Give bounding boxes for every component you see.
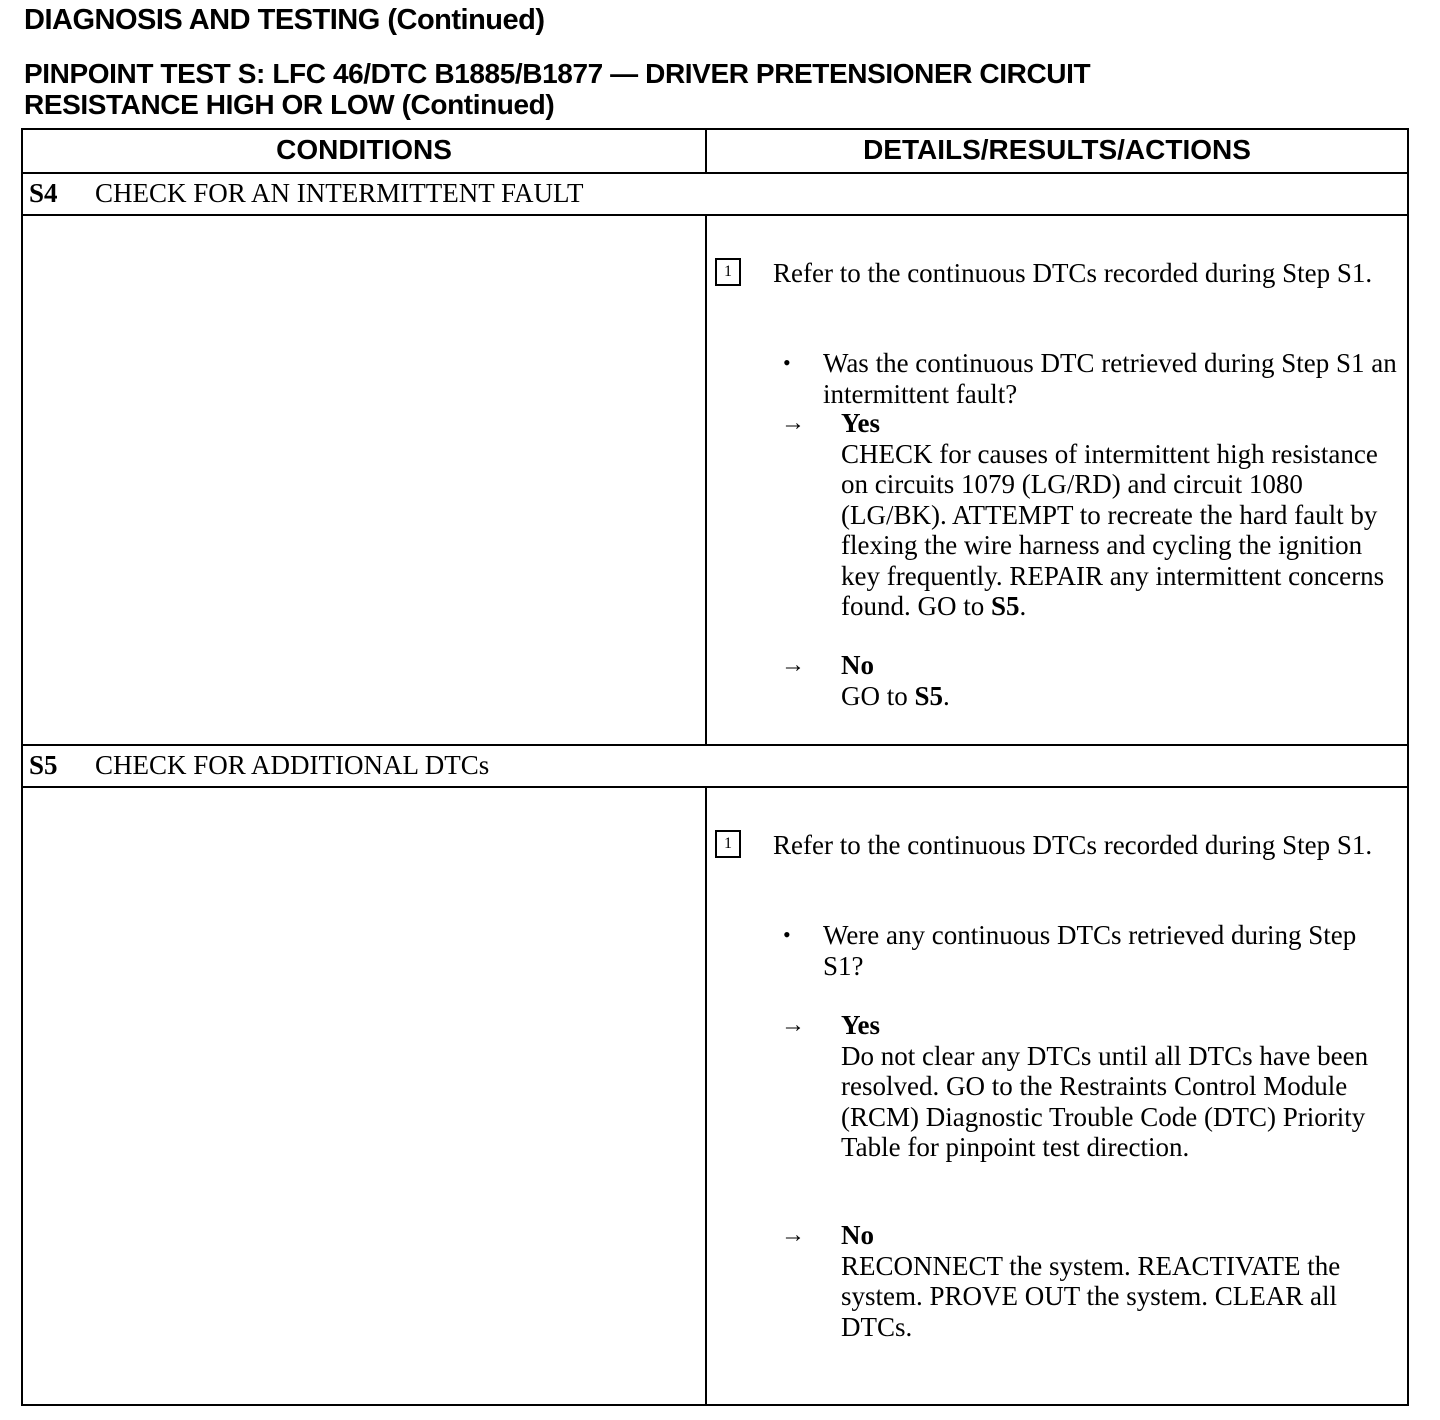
- bullet-icon: •: [783, 350, 791, 375]
- yes-label: Yes: [841, 1010, 880, 1040]
- column-divider: [705, 214, 707, 744]
- arrow-right-icon: →: [781, 652, 805, 678]
- step-s4-details: [715, 258, 1405, 738]
- no-action-end: .: [943, 680, 950, 711]
- pinpoint-test-title: [24, 58, 1090, 120]
- bullet-icon: •: [783, 922, 791, 947]
- step-code: S5: [29, 750, 58, 780]
- step-reference: S5: [991, 591, 1020, 621]
- step-title: CHECK FOR ADDITIONAL DTCs: [95, 750, 490, 780]
- yes-action-end: .: [1019, 591, 1027, 621]
- pinpoint-test-title-line1: PINPOINT TEST S: LFC 46/DTC B1885/B1877 — DRIVER PRETENSIONER CIRCUIT: [24, 58, 1091, 89]
- column-divider: [705, 786, 707, 1406]
- row-divider: [23, 214, 1407, 216]
- step-s5-details: [715, 830, 1405, 1390]
- step-code: S4: [29, 178, 58, 208]
- page-title: DIAGNOSIS AND TESTING (Continued): [24, 4, 545, 36]
- arrow-right-icon: →: [781, 1222, 805, 1248]
- pinpoint-test-table: [21, 128, 1409, 1406]
- no-action-text: RECONNECT the system. REACTIVATE the system. PROVE OUT the system. CLEAR all DTCs.: [841, 1250, 1341, 1342]
- pinpoint-test-title-line2: RESISTANCE HIGH OR LOW (Continued): [24, 89, 555, 120]
- yes-result: [841, 408, 1401, 622]
- header-divider: [23, 172, 1407, 174]
- yes-result: [841, 1010, 1401, 1163]
- question-text: Was the continuous DTC retrieved during Step S1 an intermittent fault?: [823, 348, 1397, 409]
- yes-label: Yes: [841, 408, 880, 438]
- yes-action-text: CHECK for causes of intermittent high resistance on circuits 1079 (LG/RD) and circuit 1080 (LG/BK). ATTEMPT to recreate the hard fault by flexing the wire harness and cycling the ignition key frequently. REPAIR any intermittent concerns found. GO to: [841, 438, 1385, 621]
- step-title: CHECK FOR AN INTERMITTENT FAULT: [95, 178, 584, 208]
- no-result: [841, 1220, 1401, 1342]
- yes-action-text: Do not clear any DTCs until all DTCs have been resolved. GO to the Restraints Control Module (RCM) Diagnostic Trouble Code (DTC) Priority Table for pinpoint test direction.: [841, 1040, 1369, 1162]
- column-divider: [705, 130, 707, 172]
- question-text: Were any continuous DTCs retrieved during Step S1?: [823, 920, 1357, 981]
- row-divider: [23, 786, 1407, 788]
- no-label: No: [841, 650, 874, 680]
- column-header-conditions: CONDITIONS: [276, 134, 452, 165]
- step-number-box: 1: [715, 830, 741, 858]
- arrow-right-icon: →: [781, 1012, 805, 1038]
- step-number-box: 1: [715, 258, 741, 286]
- no-action-text: GO to: [841, 680, 915, 711]
- instruction-text: Refer to the continuous DTCs recorded during Step S1.: [773, 830, 1373, 860]
- no-label: No: [841, 1220, 874, 1250]
- row-divider: [23, 744, 1407, 746]
- instruction-text: Refer to the continuous DTCs recorded during Step S1.: [773, 258, 1373, 288]
- step-row-s4: [29, 178, 584, 209]
- arrow-right-icon: →: [781, 410, 805, 436]
- step-row-s5: [29, 750, 489, 781]
- no-result: [841, 650, 1401, 711]
- step-reference: S5: [914, 680, 944, 711]
- column-header-details: DETAILS/RESULTS/ACTIONS: [863, 134, 1251, 165]
